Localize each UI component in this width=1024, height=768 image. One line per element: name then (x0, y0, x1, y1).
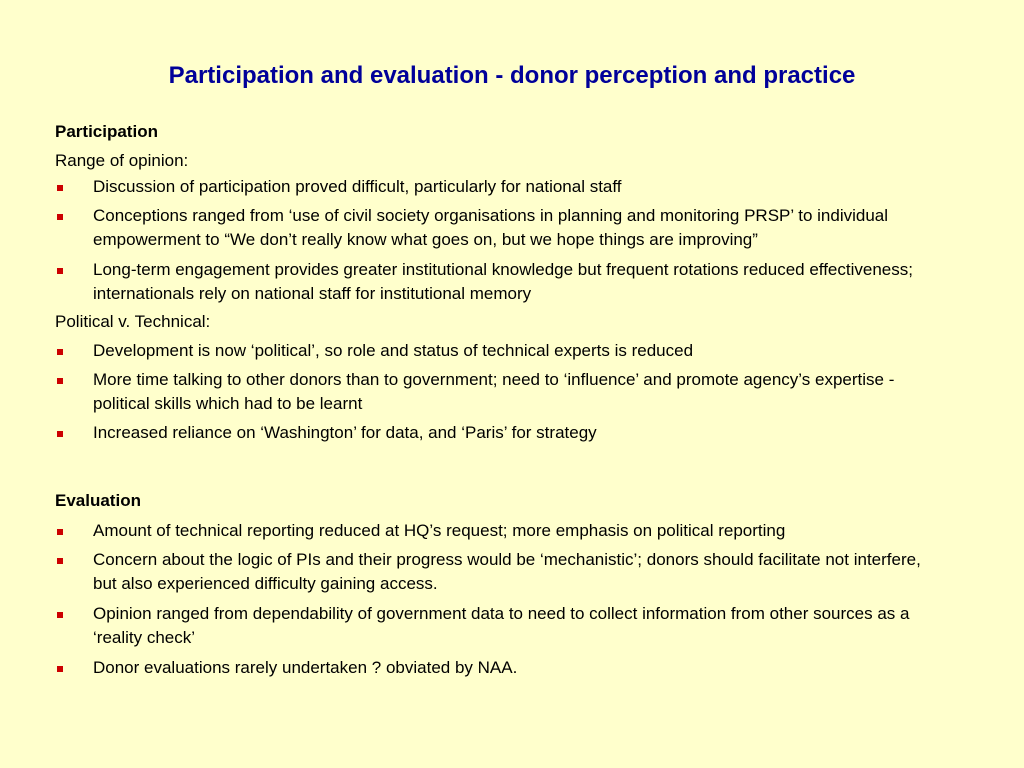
range-of-opinion-list (55, 175, 935, 306)
list-item (55, 519, 923, 543)
list-item (55, 175, 923, 199)
bullet-text: Amount of technical reporting reduced at HQ’s request; more emphasis on political reporting (93, 521, 786, 540)
bullet-text: Donor evaluations rarely undertaken ? obviated by NAA. (93, 658, 518, 677)
square-bullet-icon (57, 349, 63, 355)
bullet-text: Discussion of participation proved difficult, particularly for national staff (93, 177, 622, 196)
bullet-text: Concern about the logic of PIs and their progress would be ‘mechanistic’; donors should facilitate not interfere, but also experienced difficulty gaining access. (93, 550, 921, 593)
political-technical-subheading: Political v. Technical: (55, 312, 211, 331)
bullet-text: More time talking to other donors than to government; need to ‘influence’ and promote agency’s expertise - political skills which had to be learnt (93, 370, 895, 413)
square-bullet-icon (57, 185, 63, 191)
evaluation-list (55, 519, 935, 680)
list-item (55, 421, 923, 445)
bullet-text: Long-term engagement provides greater institutional knowledge but frequent rotations reduced effectiveness; internationals rely on national staff for institutional memory (93, 260, 913, 303)
square-bullet-icon (57, 214, 63, 220)
square-bullet-icon (57, 666, 63, 672)
square-bullet-icon (57, 378, 63, 384)
slide-body (55, 120, 935, 680)
square-bullet-icon (57, 268, 63, 274)
evaluation-heading: Evaluation (55, 491, 141, 510)
bullet-text: Opinion ranged from dependability of government data to need to collect information from other sources as a ‘reality check’ (93, 604, 910, 647)
list-item (55, 656, 923, 680)
bullet-text: Conceptions ranged from ‘use of civil society organisations in planning and monitoring PRSP’ to individual empowerment to “We don’t really know what goes on, but we hope things are improving” (93, 206, 889, 249)
bullet-text: Increased reliance on ‘Washington’ for data, and ‘Paris’ for strategy (93, 423, 597, 442)
list-item (55, 339, 923, 363)
square-bullet-icon (57, 529, 63, 535)
list-item (55, 368, 923, 416)
square-bullet-icon (57, 431, 63, 437)
participation-heading: Participation (55, 122, 158, 141)
list-item (55, 602, 923, 650)
list-item (55, 258, 923, 306)
list-item (55, 548, 923, 596)
bullet-text: Development is now ‘political’, so role and status of technical experts is reduced (93, 341, 694, 360)
square-bullet-icon (57, 612, 63, 618)
square-bullet-icon (57, 558, 63, 564)
slide-title: Participation and evaluation - donor perception and practice (168, 62, 856, 89)
list-item (55, 204, 923, 252)
range-of-opinion-subheading: Range of opinion: (55, 151, 189, 170)
political-technical-list (55, 339, 935, 445)
